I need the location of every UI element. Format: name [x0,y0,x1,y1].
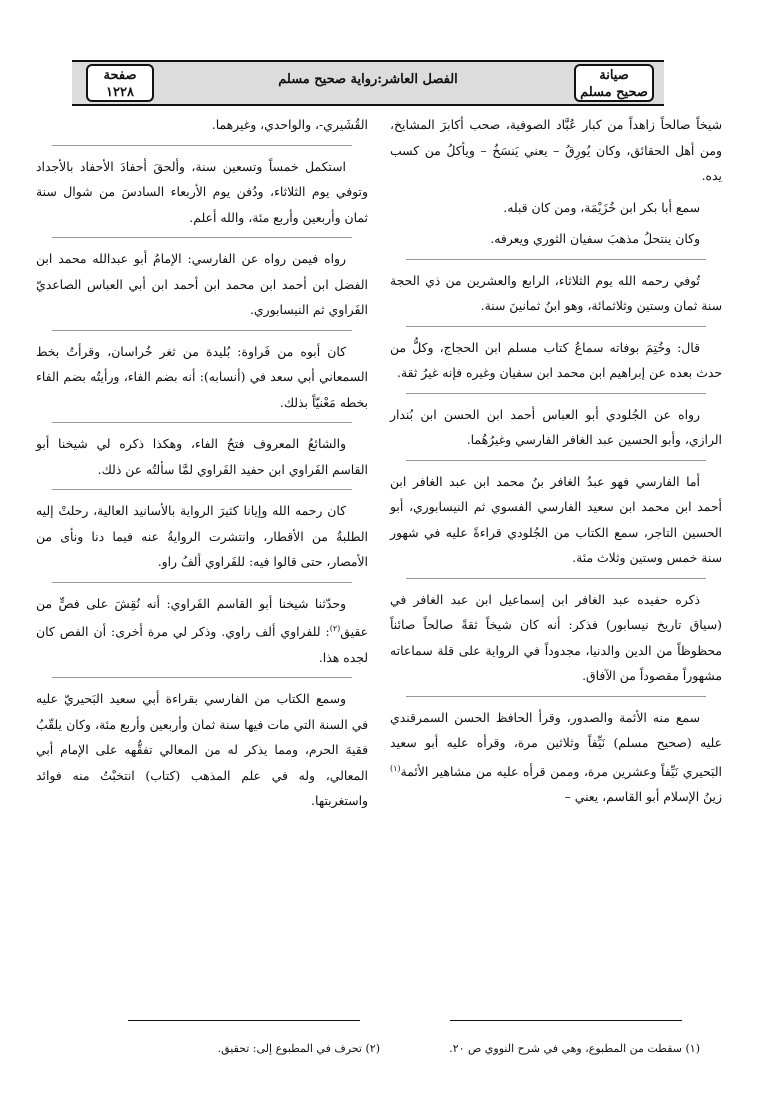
paragraph [390,705,722,810]
footnote: (٢) تحرف في المطبوع إلى: تحقيق. [217,1042,380,1055]
book-title-line2: صحيح مسلم [580,85,648,100]
text-fragment: : للفراوي ألف راوي. وذكر لي مرة أخرى: أن الفص كان لجده هذا. [36,624,368,665]
footnote: (١) سقطت من المطبوع، وهي في شرح النووي ص ٢٠. [449,1042,700,1055]
paragraph: وسمع الكتاب من الفارسي بقراءة أبي سعيد البَحيريّ عليه في السنة التي مات فيها سنة ثمان وأربعين وأربع مئة، وكان يلقّبُ فقيهَ الحرم، ومما يذكر له من المعالي تفقُّهه على الإمام أبي المعالي، وله في علم المذهب (كتاب) انتخبْتُ منه فوائد واستغربتها. [36,691,368,809]
paragraph-divider [52,489,352,490]
paragraph: شيخاً صالحاً زاهداً من كبار عُبَّاد الصوفية، صحب أكابرَ المشايخ، ومن أهل الحقائق، وكان يُورِقُ – يعني يَنسَخُ – ويأكلُ من كسب يده. [390,117,722,183]
paragraph: أما الفارسي فهو عبدُ الغافر بنُ محمد ابن عبد الغافر ابن أحمد ابن محمد ابن سعيد الفارسي الفسوي ثم النيسابوري، أبو الحسين التاجر، سمع الكتاب من الجُلودي قراءةً عليه في شهور سنة خمس وستين وثلاث مئة. [390,473,722,565]
paragraph-divider [406,460,706,461]
paragraph-divider [406,578,706,579]
paragraph: سمع أبا بكر ابن خُزَيْمَة، ومن كان قبله. [503,199,700,215]
chapter-title: الفصل العاشر:رواية صحيح مسلم [278,72,458,87]
text-fragment: سمع منه الأئمة والصدور، وقرأ الحافظ الحسن السمرقندي عليه (صحيح مسلم) نَيِّفاً وثلاثين مرة، وقرأه عليه أبو سعيد البَحيري نَيِّفاً وعشرين مرة، وممن قرأه عليه من مشاهير الأئمة [390,709,722,779]
paragraph-divider [52,677,352,678]
footnote-marker: (١) [390,763,401,773]
paragraph: رواه عن الجُلودي أبو العباس أحمد ابن الحسن ابن بُندار الرازي، وأبو الحسين عبد الغافر الفارسي وغيرُهُما. [390,406,722,447]
paragraph: القُشَيري-، والواحدي، وغيرهما. [211,117,368,132]
paragraph: وكان ينتحلُ مذهبَ سفيان الثوري ويعرفه. [490,231,700,246]
page-label: صفحة [103,68,137,83]
paragraph: كان أبوه من فَراوة: بُليدة من ثغر خُراسان، وقرأتُ بخط السمعاني أبي سعد في (أنسابه): أنه بضم الفاء، ورأيتُه بضم الفاء بخطه مَعْنيّاً بذلك. [36,343,368,410]
paragraph-divider [52,422,352,423]
paragraph-divider [52,330,352,331]
page-header [72,60,664,106]
paragraph: والشائعُ المعروف فتحُ الفاء، وهكذا ذكره لي شيخنا أبو القاسم الفَراوي ابن حفيد الفَراوي لمَّا سألتُه عن ذلك. [36,436,368,477]
paragraph: ذكره حفيده عبد الغافر ابن إسماعيل ابن عبد الغافر في (سياق تاريخ نيسابور) فذكر: أنه كان شيخاً ثقةً صالحاً صائناً محظوظاً من الدين والدنيا، مجدوداً في الرواية على قلة سماعاته مشهوراً مقصوداً من الآفاق. [390,591,722,683]
left-column [36,112,368,820]
paragraph-divider [406,393,706,394]
paragraph-divider [52,582,352,583]
paragraph: قال: وخُتِمَ بوفاته سماعُ كتاب مسلم ابن الحجاج، وكلُّ من حدث بعده عن إبراهيم ابن محمد ابن سفيان وغيره فإنه غيرُ ثقة. [390,339,722,380]
paragraph-divider [406,259,706,260]
text-fragment: وحدّثنا شيخنا أبو القاسم الفَراوي: أنه نُقِشَ على فصٍّ من عقيق [36,595,368,640]
page-number: ١٢٢٨ [106,85,134,100]
paragraph: استكمل خمساً وتسعين سنة، وألحقَ أحفادَ الأحفاد بالأجداد وتوفي يوم الثلاثاء، ودُفن يوم الأربعاء السادسَ من شوال سنة ثمان وأربعين وأربع مئة، والله أعلم. [36,158,368,225]
paragraph [36,591,368,671]
book-title-line1: صيانة [599,68,629,83]
paragraph: رواه فيمن رواه عن الفارسي: الإمامُ أبو عبدالله محمد ابن الفضل ابن أحمد ابن محمد ابن أحمد ابن أبي العباس الصاعديّ الفَراوي ثم النيسابوري. [36,251,368,317]
paragraph-divider [406,696,706,697]
right-column [390,112,722,816]
text-fragment: زينُ الإسلام أبو القاسم، يعني – [564,789,722,805]
footnote-rule [450,1020,682,1021]
book-title-box [574,64,654,102]
footnote-rule [128,1020,360,1021]
paragraph-divider [52,237,352,238]
paragraph: كان رحمه الله وإيانا كثيرَ الرواية بالأسانيد العالية، رحلتْ إليه الطلبةُ من الأقطار، وانتشرت الروايةُ عنه فيما دنا ونأى من الأمصار، حتى قالوا فيه: للفَراوي ألفُ راو. [36,503,368,569]
paragraph: تُوفي رحمه الله يوم الثلاثاء، الرابع والعشرين من ذي الحجة سنة ثمان وستين وثلاثمائة، وهو ابنُ ثمانينَ سنة. [390,272,722,313]
paragraph-divider [52,145,352,146]
page-number-box [86,64,154,102]
paragraph-divider [406,326,706,327]
footnote-marker: (٢) [329,624,341,633]
